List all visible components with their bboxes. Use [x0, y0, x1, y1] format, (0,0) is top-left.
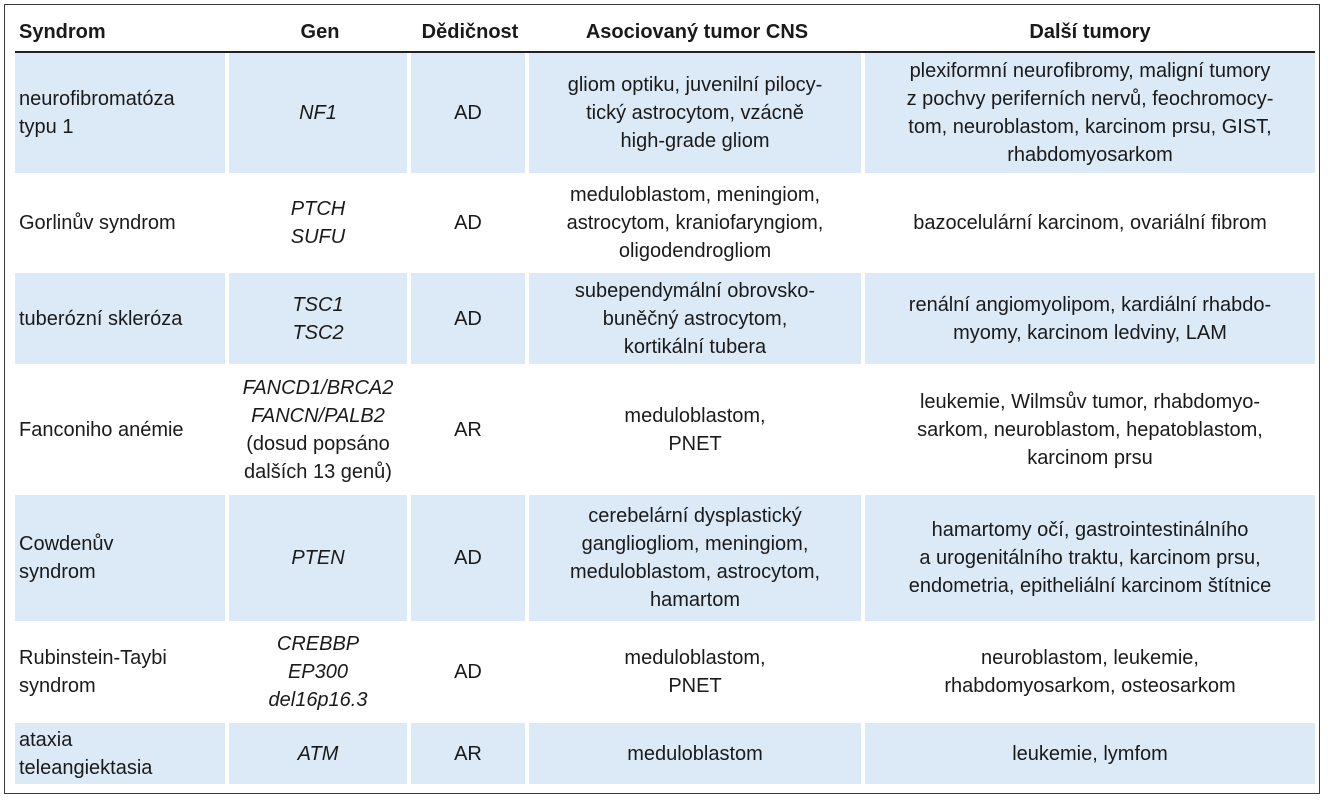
table-row: [15, 626, 1315, 723]
cell-cns-tumor: [529, 626, 865, 723]
gen-text: NF1: [299, 102, 337, 124]
table-frame: [4, 4, 1320, 794]
cns-text: meduloblastom, meningiom, astrocytom, kraniofaryngiom, oligodendrogliom: [566, 184, 824, 262]
cell-cns-tumor: [529, 495, 865, 626]
syndrom-text: neurofibromatóza typu 1: [19, 88, 175, 138]
gen-text: PTCH SUFU: [290, 198, 346, 248]
gen-text: FANCD1/BRCA2 FANCN/PALB2: [242, 376, 394, 427]
cell-dedicnost: AD: [411, 495, 529, 626]
header-dalsi-tumory: Další tumory: [865, 13, 1315, 53]
cell-syndrom: [15, 369, 229, 495]
cell-dalsi-tumory: [865, 626, 1315, 723]
table-row: [15, 369, 1315, 495]
cell-dedicnost: AD: [411, 178, 529, 273]
cell-dedicnost: AR: [411, 723, 529, 789]
table-row: [15, 273, 1315, 369]
cell-syndrom: [15, 178, 229, 273]
cns-text: meduloblastom: [627, 742, 763, 765]
header-syndrom: Syndrom: [15, 13, 229, 53]
cell-syndrom: [15, 53, 229, 178]
cell-dedicnost: AD: [411, 53, 529, 178]
cns-text: meduloblastom, PNET: [624, 404, 766, 455]
header-cns-tumor: Asociovaný tumor CNS: [529, 13, 865, 53]
dalsi-text: renální angiomyolipom, kardiální rhabdo- myomy, karcinom ledviny, LAM: [908, 293, 1272, 344]
table-row: [15, 178, 1315, 273]
syndrom-text: Fanconiho anémie: [19, 418, 184, 441]
cns-text: meduloblastom, PNET: [624, 647, 766, 697]
cell-gen: [229, 273, 411, 369]
cell-cns-tumor: [529, 723, 865, 789]
cell-gen: [229, 369, 411, 495]
cell-dalsi-tumory: [865, 723, 1315, 789]
syndrom-text: Rubinstein-Taybi syndrom: [19, 647, 167, 697]
cns-text: gliom optiku, juvenilní pilocy- tický astrocytom, vzácně high-grade gliom: [567, 74, 823, 152]
cell-dalsi-tumory: [865, 178, 1315, 273]
syndrom-text: Gorlinův syndrom: [19, 212, 176, 234]
cell-gen: [229, 53, 411, 178]
header-gen: Gen: [229, 13, 411, 53]
cell-syndrom: [15, 626, 229, 723]
cell-dalsi-tumory: [865, 273, 1315, 369]
cell-syndrom: [15, 495, 229, 626]
gen-text: TSC1 TSC2: [292, 293, 344, 344]
syndrom-text: tuberózní skleróza: [19, 307, 183, 330]
table-row: [15, 53, 1315, 178]
cell-syndrom: [15, 723, 229, 789]
cell-cns-tumor: [529, 369, 865, 495]
gen-text: PTEN: [291, 547, 345, 569]
cell-gen: [229, 178, 411, 273]
cns-text: subependymální obrovsko- buněčný astrocytom, kortikální tubera: [574, 279, 816, 358]
header-row: [15, 13, 1315, 53]
syndrom-text: Cowdenův syndrom: [19, 533, 114, 583]
cell-dedicnost: AD: [411, 626, 529, 723]
dalsi-text: bazocelulární karcinom, ovariální fibrom: [913, 212, 1267, 234]
cell-dalsi-tumory: [865, 495, 1315, 626]
table-row: [15, 495, 1315, 626]
syndrom-text: ataxia teleangiektasia: [19, 728, 153, 779]
cell-dalsi-tumory: [865, 53, 1315, 178]
cns-text: cerebelární dysplastický gangliogliom, meningiom, meduloblastom, astrocytom, hamartom: [569, 505, 821, 611]
dalsi-text: plexiformní neurofibromy, maligní tumory z pochvy periferních nervů, feochromocy- tom, neuroblastom, karcinom prsu, GIST, rhabdomyosarkom: [906, 60, 1274, 166]
cell-cns-tumor: [529, 273, 865, 369]
dalsi-text: hamartomy očí, gastrointestinálního a urogenitálního traktu, karcinom prsu, endometria, epitheliální karcinom štítnice: [908, 519, 1272, 597]
gen-text: ATM: [297, 742, 339, 765]
cell-syndrom: [15, 273, 229, 369]
header-dedicnost: Dědičnost: [411, 13, 529, 53]
dalsi-text: leukemie, lymfom: [1012, 742, 1168, 765]
cell-dedicnost: AD: [411, 273, 529, 369]
gen-note: (dosud popsáno dalších 13 genů): [244, 432, 392, 483]
cell-cns-tumor: [529, 178, 865, 273]
dalsi-text: neuroblastom, leukemie, rhabdomyosarkom, osteosarkom: [944, 647, 1236, 697]
syndrome-table: [15, 13, 1315, 789]
gen-text: CREBBP EP300 del16p16.3: [268, 633, 368, 711]
table-row: [15, 723, 1315, 789]
cell-dalsi-tumory: [865, 369, 1315, 495]
cell-gen: [229, 723, 411, 789]
cell-gen: [229, 495, 411, 626]
cell-gen: [229, 626, 411, 723]
dalsi-text: leukemie, Wilmsův tumor, rhabdomyo- sarkom, neuroblastom, hepatoblastom, karcinom prsu: [917, 390, 1263, 469]
cell-cns-tumor: [529, 53, 865, 178]
cell-dedicnost: AR: [411, 369, 529, 495]
